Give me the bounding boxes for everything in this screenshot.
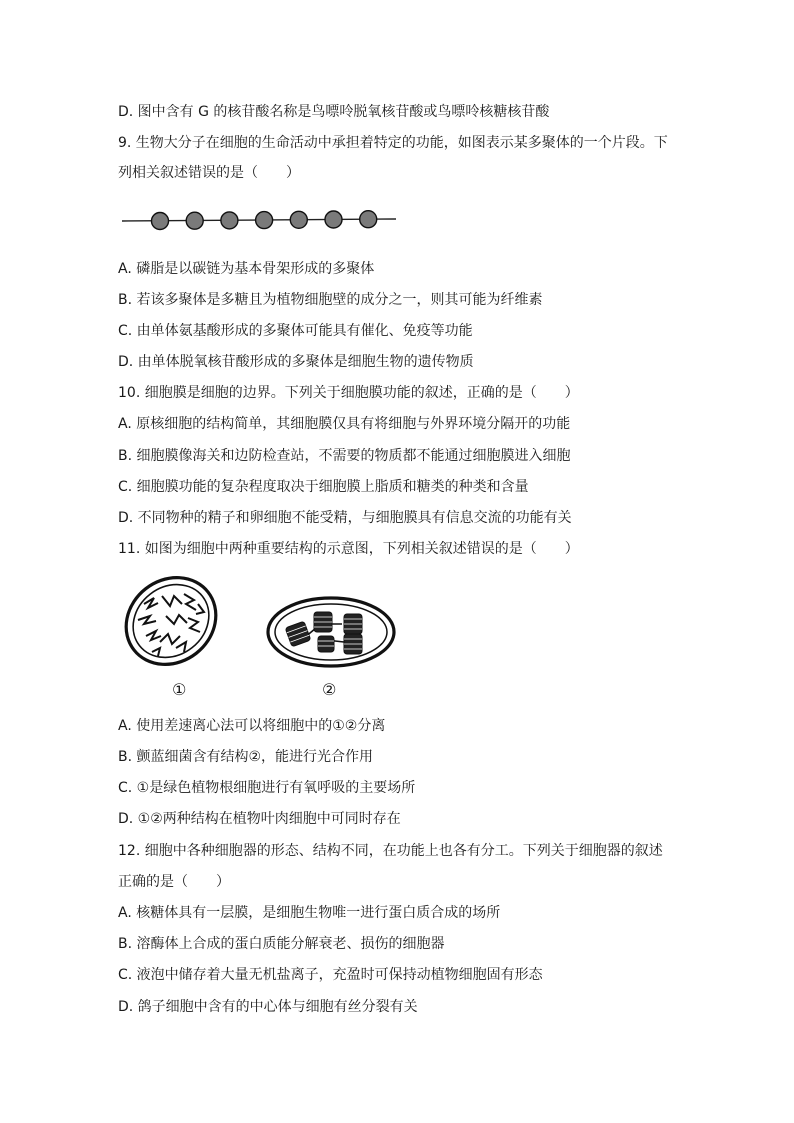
question-9-option-a: A. 磷脂是以碳链为基本骨架形成的多聚体 — [118, 261, 375, 277]
question-11-option-d: D. ①②两种结构在植物叶肉细胞中可同时存在 — [118, 811, 401, 827]
question-11-option-a: A. 使用差速离心法可以将细胞中的①②分离 — [118, 718, 386, 734]
question-10-option-b: B. 细胞膜像海关和边防检查站，不需要的物质都不能通过细胞膜进入细胞 — [118, 448, 571, 464]
question-9-option-b: B. 若该多聚体是多糖且为植物细胞壁的成分之一，则其可能为纤维素 — [118, 292, 543, 308]
question-10-option-a: A. 原核细胞的结构简单，其细胞膜仅具有将细胞与外界环境分隔开的功能 — [118, 416, 571, 432]
monomer-bead — [256, 212, 273, 229]
question-10-option-d: D. 不同物种的精子和卵细胞不能受精，与细胞膜具有信息交流的功能有关 — [118, 510, 572, 526]
question-11-option-c: C. ①是绿色植物根细胞进行有氧呼吸的主要场所 — [118, 780, 416, 796]
question-8-option-d: D. 图中含有 G 的核苷酸名称是鸟嘌呤脱氧核苷酸或鸟嘌呤核糖核苷酸 — [118, 104, 550, 120]
question-11-option-b: B. 颤蓝细菌含有结构②，能进行光合作用 — [118, 749, 374, 765]
monomer-bead — [290, 211, 307, 228]
question-12-option-a: A. 核糖体具有一层膜，是细胞生物唯一进行蛋白质合成的场所 — [118, 905, 501, 921]
chloroplast-figure — [264, 594, 398, 670]
question-12-stem-line-2: 正确的是（ ） — [118, 874, 230, 890]
polymer-chain-figure — [120, 208, 400, 238]
question-12-stem-line-1: 12. 细胞中各种细胞器的形态、结构不同，在功能上也各有分工。下列关于细胞器的叙述 — [118, 843, 663, 859]
question-12-option-d: D. 鸽子细胞中含有的中心体与细胞有丝分裂有关 — [118, 999, 418, 1015]
question-11-stem: 11. 如图为细胞中两种重要结构的示意图，下列相关叙述错误的是（ ） — [118, 541, 579, 557]
question-9-option-c: C. 由单体氨基酸形成的多聚体可能具有催化、免疫等功能 — [118, 323, 473, 339]
question-9-option-d: D. 由单体脱氧核苷酸形成的多聚体是细胞生物的遗传物质 — [118, 354, 474, 370]
question-9-stem-line-1: 9. 生物大分子在细胞的生命活动中承担着特定的功能，如图表示某多聚体的一个片段。下 — [118, 135, 668, 151]
question-12-option-b: B. 溶酶体上合成的蛋白质能分解衰老、损伤的细胞器 — [118, 936, 445, 952]
question-9-stem-line-2: 列相关叙述错误的是（ ） — [118, 165, 300, 181]
monomer-bead — [152, 213, 169, 230]
monomer-bead — [325, 211, 342, 228]
figure-label-2: ② — [322, 680, 337, 699]
question-10-stem: 10. 细胞膜是细胞的边界。下列关于细胞膜功能的叙述，正确的是（ ） — [118, 385, 579, 401]
monomer-bead — [186, 212, 203, 229]
figure-label-1: ① — [172, 680, 187, 699]
monomer-bead — [221, 212, 238, 229]
question-12-option-c: C. 液泡中储存着大量无机盐离子，充盈时可保持动植物细胞固有形态 — [118, 967, 543, 983]
question-10-option-c: C. 细胞膜功能的复杂程度取决于细胞膜上脂质和糖类的种类和含量 — [118, 479, 529, 495]
monomer-bead — [360, 211, 377, 228]
mitochondrion-figure — [118, 572, 224, 670]
